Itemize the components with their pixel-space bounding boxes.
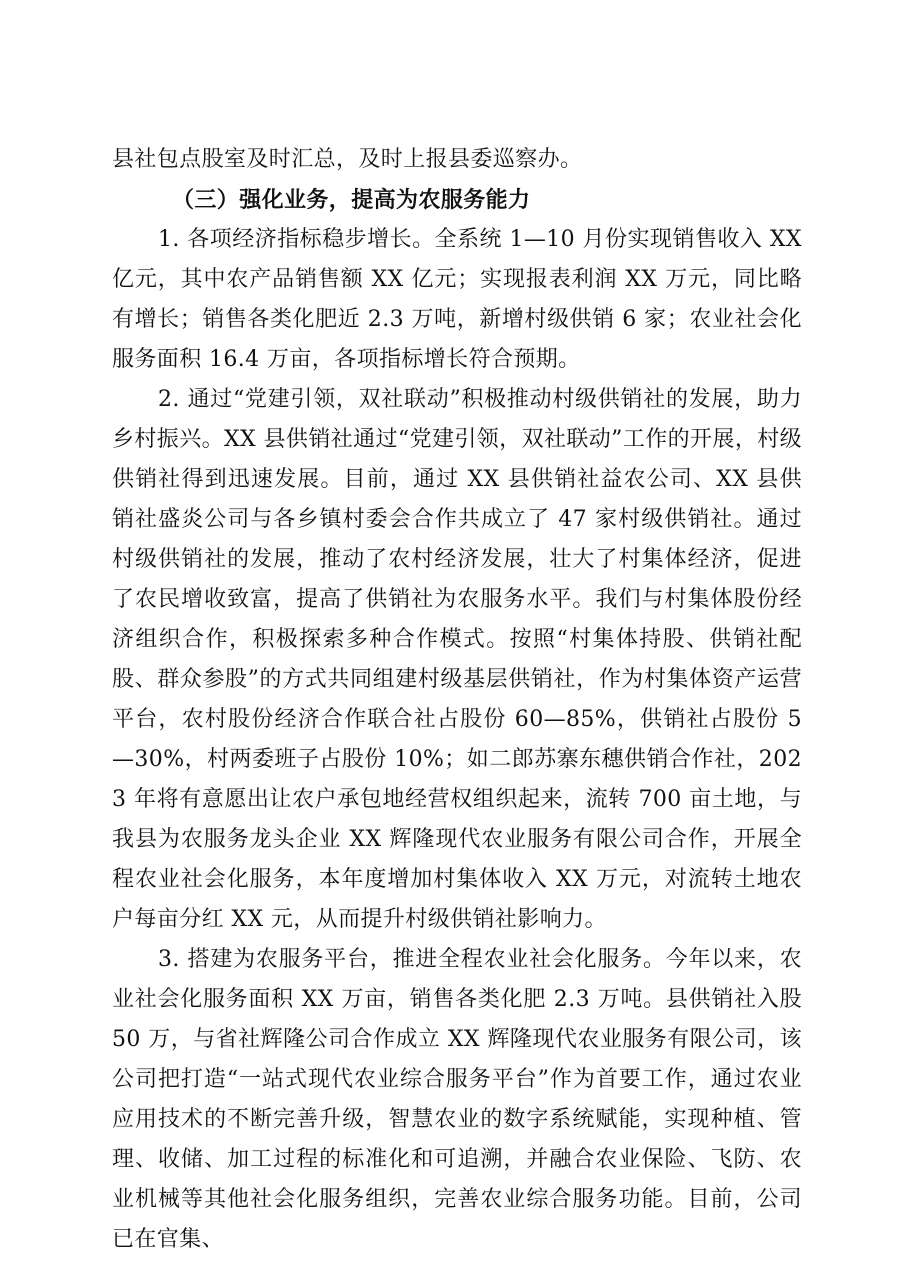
section-heading: （三）强化业务，提高为农服务能力 <box>172 187 531 213</box>
paragraph-2: 2. 通过“党建引领，双社联动”积极推动村级供销社的发展，助力乡村振兴。XX 县供销社通过“党建引领，双社联动”工作的开展，村级供销社得到迅速发展。目前，通过 XX 县供销社益农公司、XX 县供销社盛炎公司与各乡镇村委会合作共成立了 47 家村级供销社。通过村级供销社的发展，推动了农村经济发展，壮大了村集体经济，促进了农民增收致富，提高了供销社为农服务水平。我们与村集体股份经济组织合作，积极探索多种合作模式。按照“村集体持股、供销社配股、群众参股”的方式共同组建村级基层供销社，作为村集体资产运营平台，农村股份经济合作联合社占股份 60—85%，供销社占股份 5—30%，村两委班子占股份 10%；如二郎苏寨东穗供销合作社，2023 年将有意愿出让农户承包地经营权组织起来，流转 700 亩土地，与我县为农服务龙头企业 XX 辉隆现代农业服务有限公司合作，开展全程农业社会化服务，本年度增加村集体收入 XX 万元，对流转土地农户每亩分红 XX 元，从而提升村级供销社影响力。 <box>112 387 803 932</box>
continuation-paragraph: 县社包点股室及时汇总，及时上报县委巡察办。 <box>112 147 583 172</box>
document-body <box>112 140 802 1260</box>
paragraph-1: 1. 各项经济指标稳步增长。全系统 1—10 月份实现销售收入 XX 亿元，其中农产品销售额 XX 亿元；实现报表利润 XX 万元，同比略有增长；销售各类化肥近 2.3 万吨，新增村级供销 6 家；农业社会化服务面积 16.4 万亩，各项指标增长符合预期。 <box>112 227 802 372</box>
paragraph-3: 3. 搭建为农服务平台，推进全程农业社会化服务。今年以来，农业社会化服务面积 XX 万亩，销售各类化肥 2.3 万吨。县供销社入股 50 万，与省社辉隆公司合作成立 XX 辉隆现代农业服务有限公司，该公司把打造“一站式现代农业综合服务平台”作为首要工作，通过农业应用技术的不断完善升级，智慧农业的数字系统赋能，实现种植、管理、收储、加工过程的标准化和可追溯，并融合农业保险、飞防、农业机械等其他社会化服务组织，完善农业综合服务功能。目前，公司已在官集、 <box>112 947 802 1252</box>
